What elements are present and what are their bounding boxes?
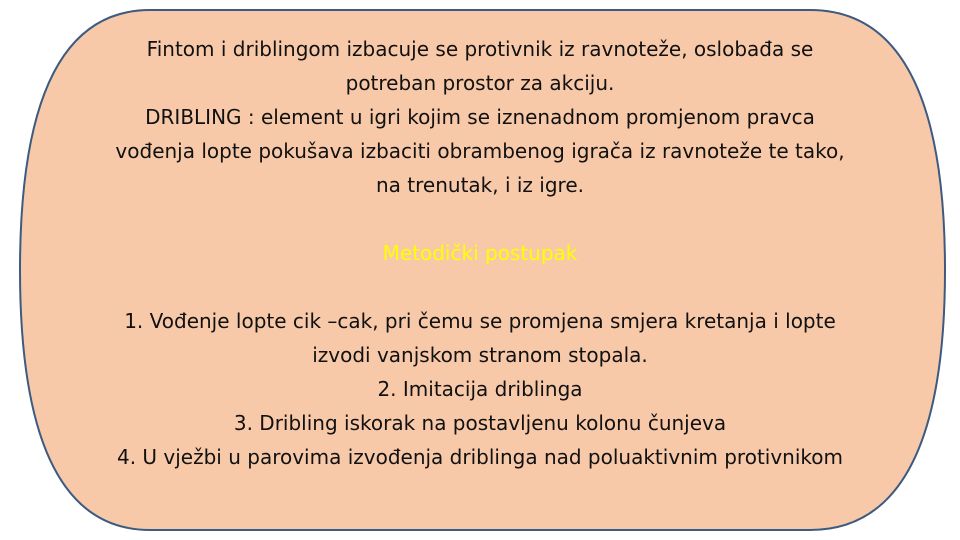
intro-line-3: DRIBLING : element u igri kojim se iznenadnom promjenom pravca [145,105,815,129]
intro-line-1: Fintom i driblingom izbacuje se protivnik iz ravnoteže, oslobađa se [146,37,814,61]
step-1-line-1: 1. Vođenje lopte cik –cak, pri čemu se promjena smjera kretanja i lopte [124,309,836,333]
section-heading: Metodički postupak [382,241,578,265]
step-3: 3. Dribling iskorak na postavljenu kolonu čunjeva [233,411,727,435]
intro-line-4: vođenja lopte pokušava izbaciti obrambenog igrača iz ravnoteže te tako, [115,139,845,163]
step-4: 4. U vježbi u parovima izvođenja driblinga nad poluaktivnim protivnikom [116,445,844,469]
intro-line-5: na trenutak, i iz igre. [376,173,584,197]
text-content [40,32,920,474]
intro-line-2: potreban prostor za akciju. [345,71,615,95]
steps-list [40,304,920,474]
step-1-line-2: izvodi vanjskom stranom stopala. [312,343,648,367]
step-2: 2. Imitacija driblinga [377,377,583,401]
